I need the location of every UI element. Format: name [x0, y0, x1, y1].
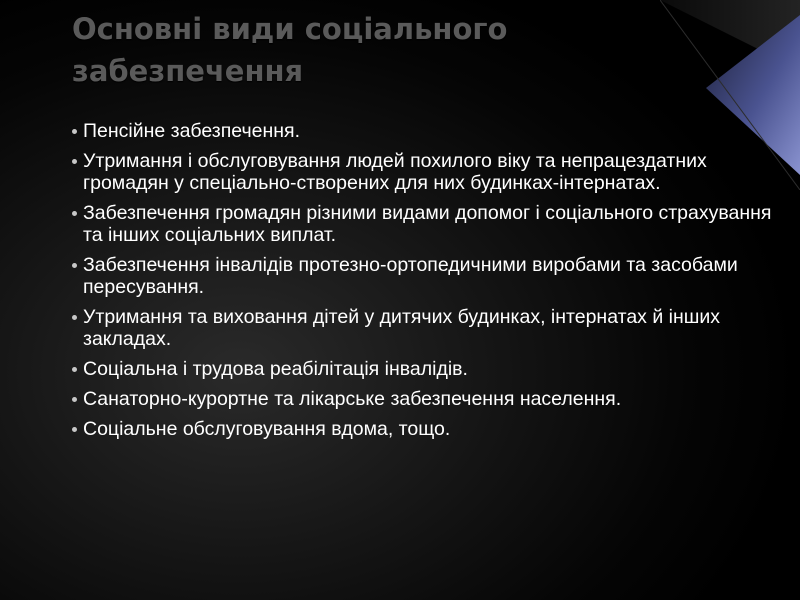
bullet-dot-icon — [72, 263, 77, 268]
bullet-dot-icon — [72, 129, 77, 134]
list-item — [72, 358, 772, 380]
list-item-text: Утримання та виховання дітей у дитячих будинках, інтернатах й інших закладах. — [83, 306, 721, 350]
list-item-text: Пенсійне забезпечення. — [83, 120, 301, 142]
list-item-text: Забезпечення громадян різними видами допомог і соціального страхування та інших соціальних виплат. — [83, 202, 772, 246]
list-item-text: Забезпечення інвалідів протезно-ортопедичними виробами та засобами пересування. — [83, 254, 738, 298]
bullet-list — [72, 120, 772, 448]
list-item-text: Соціальна і трудова реабілітація інвалідів. — [83, 358, 468, 380]
list-item — [72, 418, 772, 440]
bullet-dot-icon — [72, 315, 77, 320]
bullet-dot-icon — [72, 367, 77, 372]
slide-title: Основні види соціального забезпечення — [72, 12, 508, 88]
list-item — [72, 306, 772, 350]
bullet-dot-icon — [72, 427, 77, 432]
bullet-dot-icon — [72, 159, 77, 164]
list-item-text: Соціальне обслуговування вдома, тощо. — [83, 418, 451, 440]
list-item-text: Утримання і обслуговування людей похилого віку та непрацездатних громадян у спеціально-створених для них будинках-інтернатах. — [83, 150, 707, 194]
list-item — [72, 254, 772, 298]
list-item — [72, 120, 772, 142]
list-item-text: Санаторно-курортне та лікарське забезпечення населення. — [83, 388, 622, 410]
list-item — [72, 150, 772, 194]
bullet-dot-icon — [72, 397, 77, 402]
list-item — [72, 202, 772, 246]
bullet-dot-icon — [72, 211, 77, 216]
list-item — [72, 388, 772, 410]
